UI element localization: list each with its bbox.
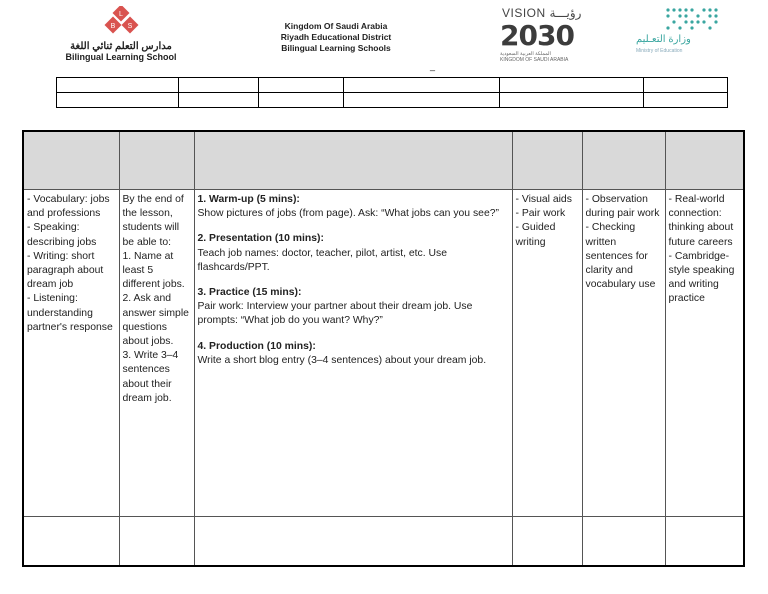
connection-text: - Real-world connection: thinking about future careers - Cambridge-style speaking and writing practice <box>668 194 735 305</box>
lesson-plan-table <box>22 130 745 567</box>
footer-cell[interactable] <box>665 517 744 567</box>
step-text: Show pictures of jobs (from page). Ask: “What jobs can you see?” <box>197 208 499 220</box>
objectives-text: By the end of the lesson, students will be able to: 1. Name at least 5 different jobs. 2. Ask and answer simple questions about jobs. 3. Write 3–4 sentences about their dream job. <box>122 194 189 404</box>
table-header-row <box>23 131 744 190</box>
vision-2030-logo <box>500 6 586 66</box>
header-cell <box>582 131 665 190</box>
step-title: 2. Presentation (10 mins): <box>197 233 324 245</box>
vision-subtitle <box>500 51 586 63</box>
table-footer-row <box>23 517 744 567</box>
procedure-cell <box>194 190 512 517</box>
logo-letter-s: S <box>127 23 133 30</box>
procedure-step <box>198 340 509 368</box>
vision-sub-arabic: المملكة العربية السعودية <box>500 51 551 57</box>
info-cell[interactable] <box>344 78 500 93</box>
step-title: 4. Production (10 mins): <box>197 340 316 352</box>
info-cell[interactable] <box>259 78 344 93</box>
ministry-logo <box>630 4 726 60</box>
info-table <box>56 77 728 108</box>
school-logo <box>58 4 184 64</box>
heading-line-kingdom: Kingdom Of Saudi Arabia <box>284 21 388 31</box>
skills-text: - Vocabulary: jobs and professions - Speaking: describing jobs - Writing: short paragraph about dream job - Listening: understanding partner's response <box>27 194 113 333</box>
procedure-step <box>198 193 509 221</box>
step-text: Write a short blog entry (3–4 sentences) about your dream job. <box>197 354 487 366</box>
procedure-step <box>198 232 509 275</box>
info-cell[interactable] <box>57 93 179 108</box>
header-cell <box>119 131 194 190</box>
assessment-text: - Observation during pair work - Checking written sentences for clarity and vocabulary use <box>585 194 660 291</box>
table-content-row <box>23 190 744 517</box>
step-text: Pair work: Interview your partner about their dream job. Use prompts: “What job do you want? Why?” <box>197 301 473 327</box>
aid-item: - Guided writing <box>515 222 556 248</box>
info-cell[interactable] <box>644 93 728 108</box>
aids-cell <box>512 190 582 517</box>
info-cell[interactable] <box>500 93 644 108</box>
logo-letter-b: B <box>110 23 116 30</box>
assessment-cell <box>582 190 665 517</box>
aid-item: - Visual aids <box>515 194 572 205</box>
heading-line-schools: Bilingual Learning Schools <box>281 43 391 53</box>
heading-line-district: Riyadh Educational District <box>280 32 392 42</box>
info-cell[interactable] <box>179 78 259 93</box>
aid-item: - Pair work <box>515 208 566 220</box>
footer-cell[interactable] <box>23 517 119 567</box>
school-heading <box>256 21 416 54</box>
skills-cell <box>23 190 119 517</box>
logo-english-name: Bilingual Learning School <box>65 52 177 62</box>
header-cell <box>23 131 119 190</box>
footer-cell[interactable] <box>119 517 194 567</box>
info-cell[interactable] <box>57 78 179 93</box>
info-row <box>57 93 728 108</box>
logo-arabic-name: مدارس التعلم ثنائي اللغة <box>70 41 172 52</box>
vision-label: VISION رؤيـــة <box>502 6 582 20</box>
footer-cell[interactable] <box>512 517 582 567</box>
ministry-english: Ministry of Education <box>636 48 683 54</box>
objectives-cell <box>119 190 194 517</box>
header-cell <box>665 131 744 190</box>
ministry-dots-icon <box>664 6 722 30</box>
header-dash: _ <box>430 61 436 71</box>
footer-cell[interactable] <box>582 517 665 567</box>
step-title: 3. Practice (15 mins): <box>197 287 302 299</box>
procedure-step <box>198 286 509 329</box>
connection-cell <box>665 190 744 517</box>
info-row <box>57 78 728 93</box>
info-cell[interactable] <box>179 93 259 108</box>
vision-year: 2030 <box>500 19 574 52</box>
step-title: 1. Warm-up (5 mins): <box>197 194 300 205</box>
info-cell[interactable] <box>500 78 644 93</box>
logo-letter-l: L <box>119 11 123 18</box>
info-cell[interactable] <box>644 78 728 93</box>
ministry-arabic: وزارة التعـليم <box>636 34 691 45</box>
info-cell[interactable] <box>259 93 344 108</box>
bls-logo-icon <box>104 6 140 40</box>
footer-cell[interactable] <box>194 517 512 567</box>
step-text: Teach job names: doctor, teacher, pilot, artist, etc. Use flashcards/PPT. <box>197 247 448 273</box>
vision-sub-english: KINGDOM OF SAUDI ARABIA <box>500 57 569 63</box>
header-cell <box>512 131 582 190</box>
header-cell <box>194 131 512 190</box>
info-cell[interactable] <box>344 93 500 108</box>
